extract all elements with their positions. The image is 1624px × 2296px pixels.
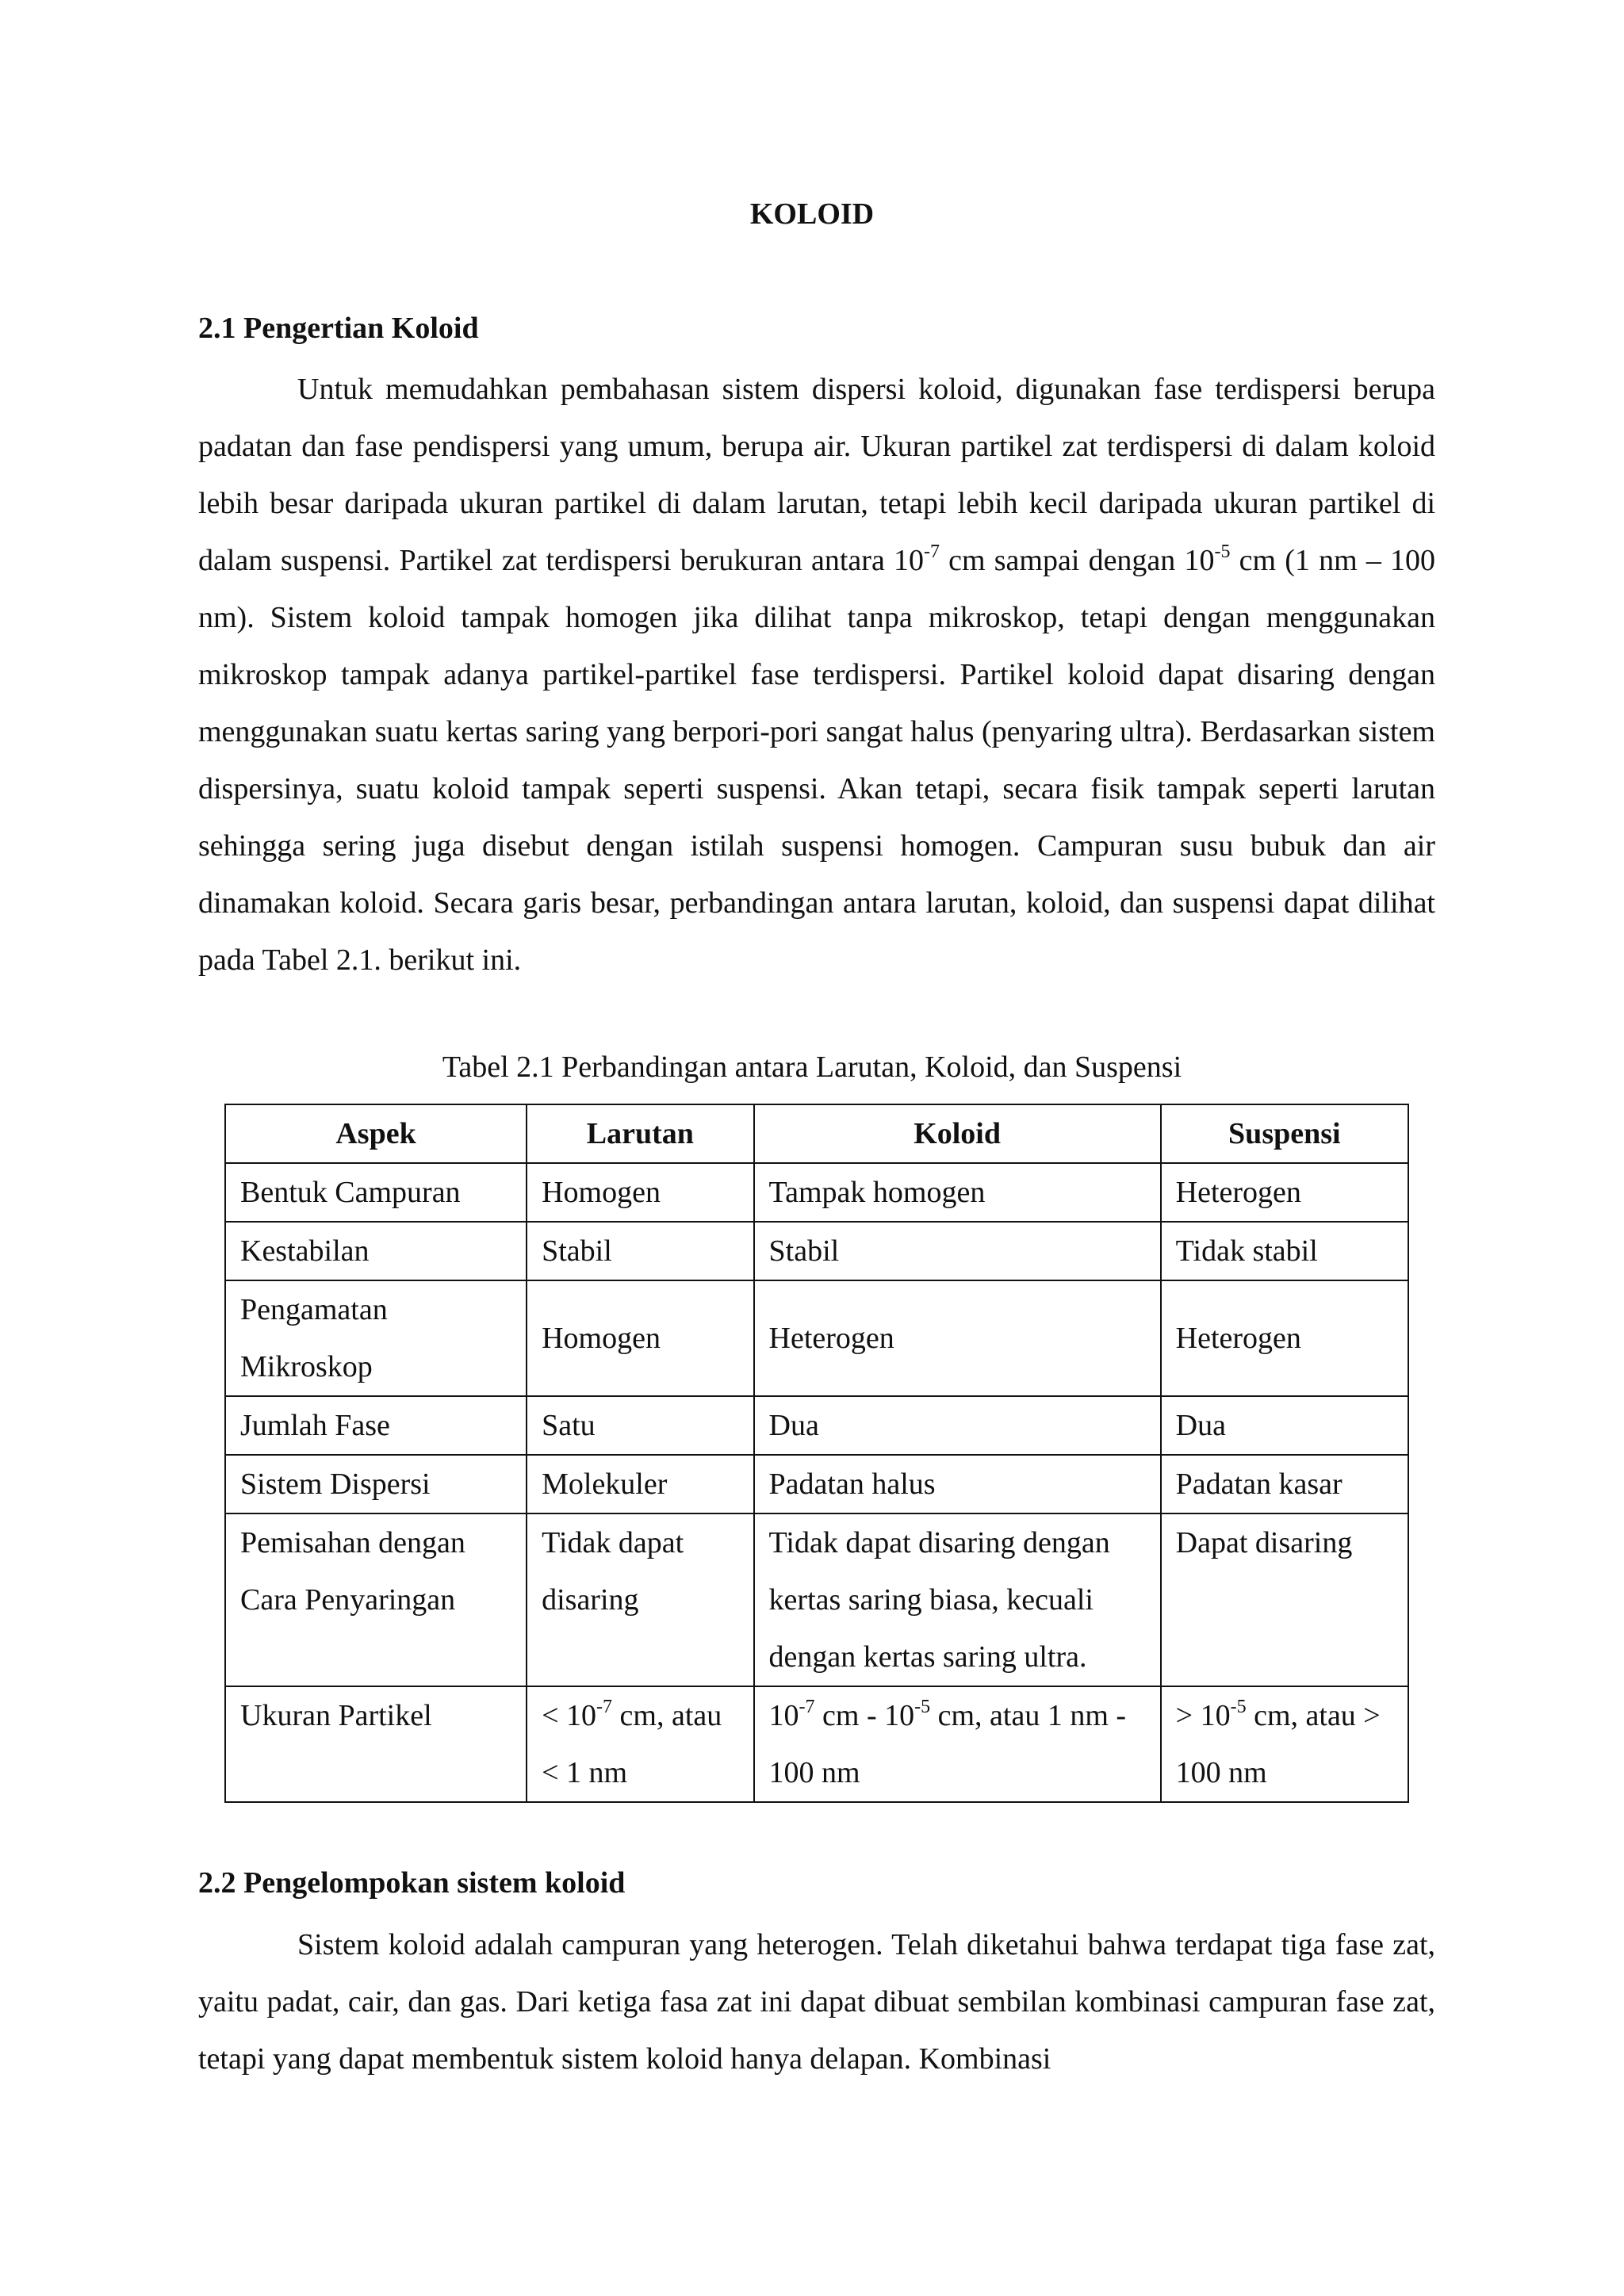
table-cell: Jumlah Fase <box>225 1396 527 1455</box>
cell-text: cm, atau > 100 nm <box>1175 1699 1381 1789</box>
table-cell: Sistem Dispersi <box>225 1455 527 1513</box>
table-cell: Tidak stabil <box>1161 1222 1408 1280</box>
table-cell: Padatan halus <box>754 1455 1161 1513</box>
section-heading-pengelompokan: 2.2 Pengelompokan sistem koloid <box>198 1866 626 1900</box>
table-cell: Heterogen <box>1161 1280 1408 1396</box>
table-cell: Tampak homogen <box>754 1163 1161 1222</box>
header-aspek: Aspek <box>225 1104 527 1163</box>
cell-text: < 10 <box>542 1699 597 1732</box>
table-cell: Tidak dapat disaring dengan kertas saring biasa, kecuali dengan kertas saring ultra. <box>754 1513 1161 1686</box>
table-cell: Stabil <box>527 1222 753 1280</box>
comparison-table <box>224 1104 1409 1803</box>
exponent: -7 <box>799 1697 815 1718</box>
table-cell: Bentuk Campuran <box>225 1163 527 1222</box>
cell-text: cm, atau 1 nm - 100 nm <box>768 1699 1127 1789</box>
exponent: -5 <box>1214 541 1231 563</box>
table-cell: Dapat disaring <box>1161 1513 1408 1686</box>
table-cell: Pengamatan Mikroskop <box>225 1280 527 1396</box>
table-row <box>225 1455 1408 1513</box>
exponent: -7 <box>596 1697 613 1718</box>
table-cell: Heterogen <box>754 1280 1161 1396</box>
table-cell: Stabil <box>754 1222 1161 1280</box>
paragraph-pengelompokan <box>198 1916 1435 2087</box>
paragraph-text-part-a: Untuk memudahkan pembahasan sistem dispersi koloid, digunakan fase terdispersi berupa padatan dan fase pendispersi yang umum, berupa air. Ukuran partikel zat terdispersi di dalam koloid lebih besar daripada ukuran partikel di dalam larutan, tetapi lebih kecil daripada ukuran partikel di dalam suspensi. Partikel zat terdispersi berukuran antara 10 <box>198 373 1435 577</box>
table-cell: Satu <box>527 1396 753 1455</box>
cell-text: cm - 10 <box>814 1699 915 1732</box>
table-cell <box>1161 1686 1408 1802</box>
table-cell: Homogen <box>527 1280 753 1396</box>
table-cell: Tidak dapat disaring <box>527 1513 753 1686</box>
table-cell <box>527 1686 753 1802</box>
header-suspensi: Suspensi <box>1161 1104 1408 1163</box>
table-cell: Pemisahan dengan Cara Penyaringan <box>225 1513 527 1686</box>
table-cell: Ukuran Partikel <box>225 1686 527 1802</box>
cell-text: > 10 <box>1175 1699 1231 1732</box>
table-cell <box>754 1686 1161 1802</box>
section-heading-pengertian: 2.1 Pengertian Koloid <box>198 312 479 345</box>
table-row <box>225 1686 1408 1802</box>
paragraph-text-part-b: cm sampai dengan 10 <box>939 544 1215 577</box>
header-larutan: Larutan <box>527 1104 753 1163</box>
paragraph-text: Sistem koloid adalah campuran yang heterogen. Telah diketahui bahwa terdapat tiga fase zat, yaitu padat, cair, dan gas. Dari ketiga fasa zat ini dapat dibuat sembilan kombinasi campuran fase zat, tetapi yang dapat membentuk sistem koloid hanya delapan. Kombinasi <box>198 1928 1435 2076</box>
table-cell: Dua <box>1161 1396 1408 1455</box>
paragraph-text-part-c: cm (1 nm – 100 nm). Sistem koloid tampak homogen jika dilihat tanpa mikroskop, tetapi dengan menggunakan mikroskop tampak adanya partikel-partikel fase terdispersi. Partikel koloid dapat disaring dengan menggunakan suatu kertas saring yang berpori-pori sangat halus (penyaring ultra). Berdasarkan sistem dispersinya, suatu koloid tampak seperti suspensi. Akan tetapi, secara fisik tampak seperti larutan sehingga sering juga disebut dengan istilah suspensi homogen. Campuran susu bubuk dan air dinamakan koloid. Secara garis besar, perbandingan antara larutan, koloid, dan suspensi dapat dilihat pada Tabel 2.1. berikut ini. <box>198 544 1435 977</box>
exponent: -5 <box>1230 1697 1247 1718</box>
table-cell: Homogen <box>527 1163 753 1222</box>
table-row <box>225 1396 1408 1455</box>
table-cell: Kestabilan <box>225 1222 527 1280</box>
table-cell: Padatan kasar <box>1161 1455 1408 1513</box>
exponent: -7 <box>923 541 940 563</box>
table-cell: Molekuler <box>527 1455 753 1513</box>
exponent: -5 <box>914 1697 931 1718</box>
table-row <box>225 1513 1408 1686</box>
cell-text: cm, atau < 1 nm <box>542 1699 722 1789</box>
table-cell: Heterogen <box>1161 1163 1408 1222</box>
table-cell: Dua <box>754 1396 1161 1455</box>
table-header-row <box>225 1104 1408 1163</box>
paragraph-pengertian <box>198 361 1435 989</box>
table-row <box>225 1163 1408 1222</box>
cell-text: 10 <box>768 1699 799 1732</box>
page-title: KOLOID <box>749 197 875 231</box>
header-koloid: Koloid <box>754 1104 1161 1163</box>
table-row <box>225 1222 1408 1280</box>
table-caption: Tabel 2.1 Perbandingan antara Larutan, Koloid, dan Suspensi <box>442 1050 1182 1084</box>
table-row <box>225 1280 1408 1396</box>
